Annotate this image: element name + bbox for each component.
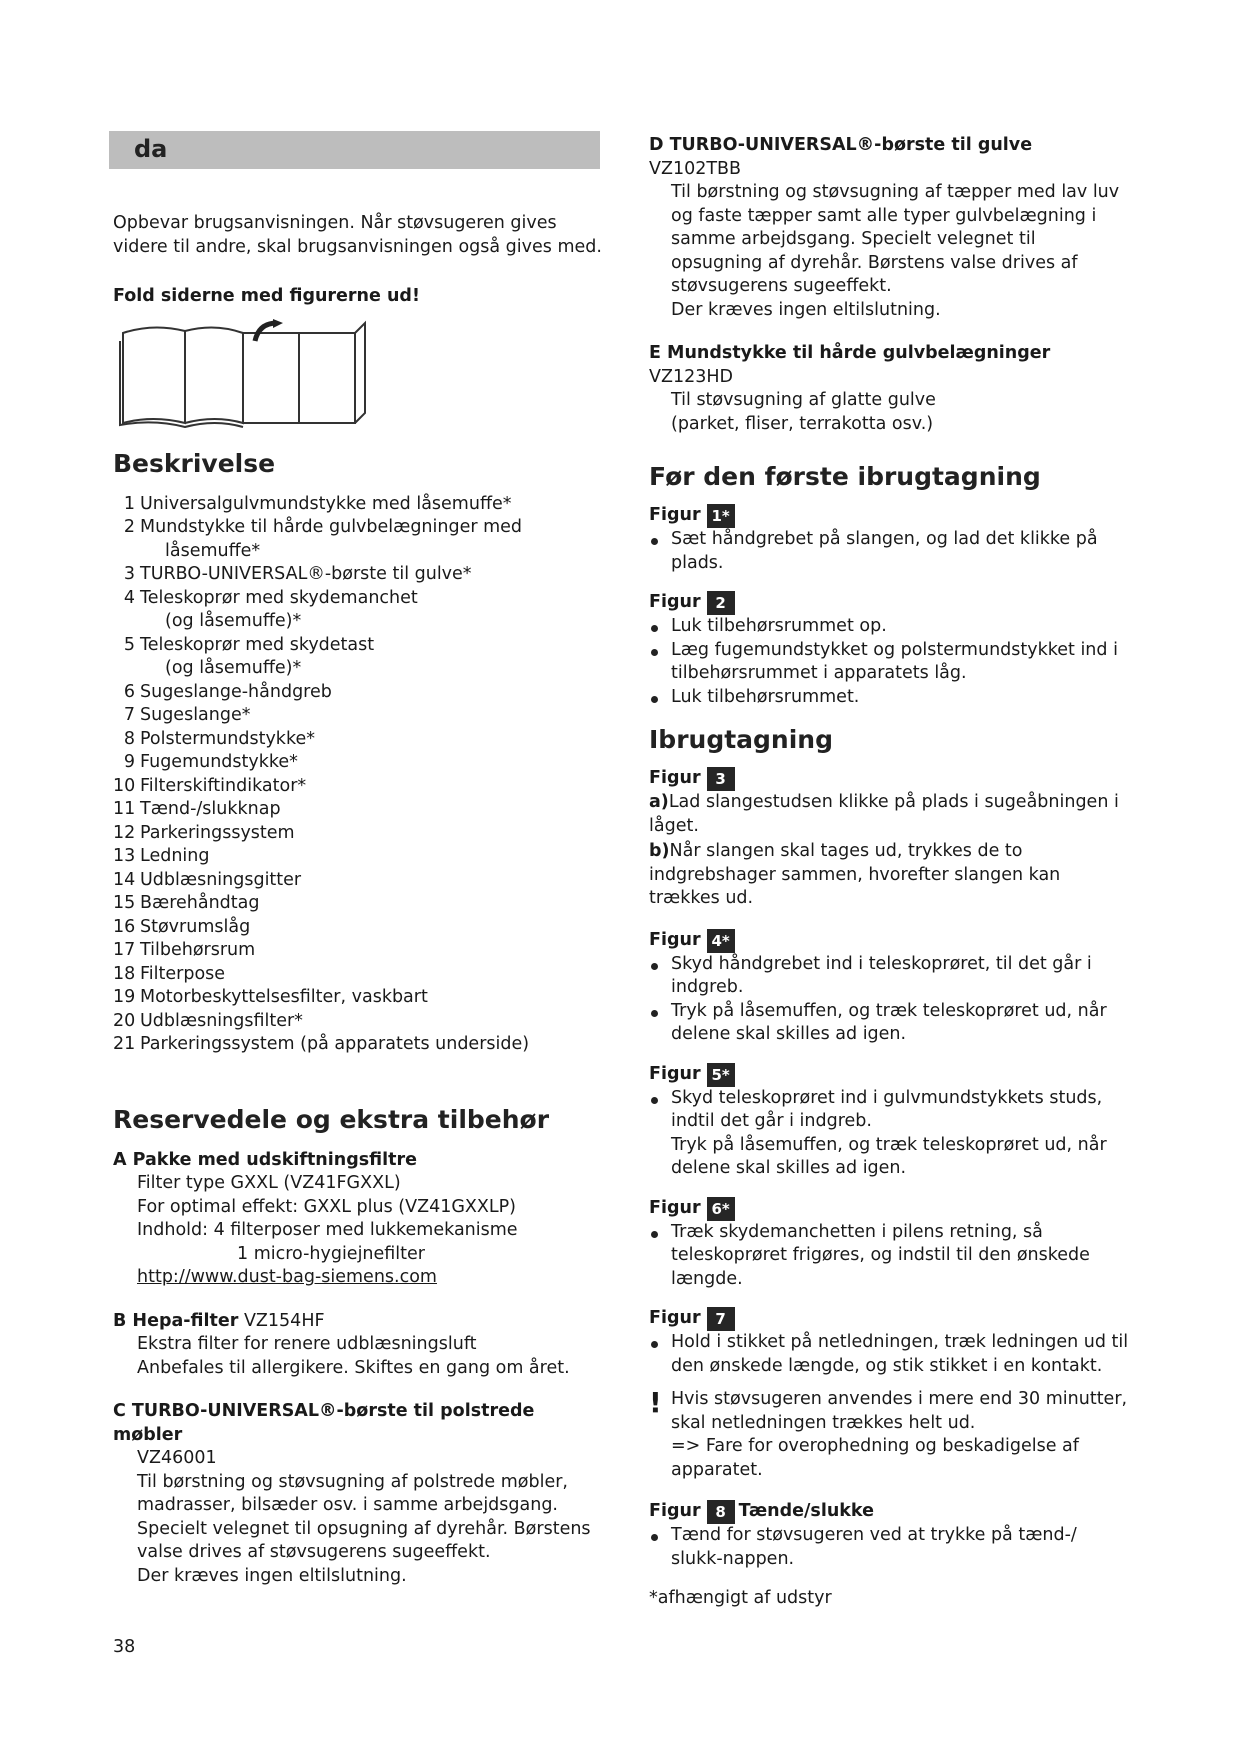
before-first-use-heading: Før den første ibrugtagning — [649, 462, 1041, 491]
figure-7-label: Figur 7 — [649, 1307, 1129, 1331]
figure-2-label: Figur 2 — [649, 591, 1129, 615]
list-item: 5 Teleskoprør med skydetast (og låsemuffe)* — [123, 634, 375, 678]
figure-7-steps — [649, 1331, 1129, 1378]
list-item: 20 Udblæsningsfilter* — [113, 1010, 303, 1031]
figure-8-title: Tænde/slukke — [738, 1501, 874, 1522]
figure-2-steps — [649, 615, 1129, 709]
list-item: 7 Sugeslange* — [123, 705, 251, 725]
accessory-e-line: Til støvsugning af glatte gulve — [671, 390, 936, 410]
figure-number-badge: 1* — [707, 504, 735, 528]
left-column — [113, 212, 603, 1608]
accessory-c-title: C TURBO-UNIVERSAL®-børste til polstrede møbler — [113, 1401, 535, 1445]
figure-8-steps — [649, 1524, 1129, 1571]
dust-bag-link[interactable]: http://www.dust-bag-siemens.com — [137, 1267, 437, 1287]
fold-out-pages-icon — [117, 319, 397, 431]
figure-4-steps — [649, 953, 1129, 1047]
figure-number-badge: 7 — [707, 1307, 735, 1331]
accessory-d-line: Der kræves ingen eltilslutning. — [671, 299, 941, 320]
figure-1-label: Figur 1* — [649, 504, 1129, 528]
figure-number-badge: 5* — [707, 1063, 735, 1087]
accessory-a — [113, 1149, 603, 1290]
list-item: Hold i stikket på netledningen, træk ledningen ud til den ønskede længde, og stik stikket i en kontakt. — [649, 1331, 1129, 1378]
warning-consequence: => Fare for overophedning og beskadigelse af apparatet. — [671, 1436, 1079, 1480]
list-item: 6 Sugeslange-håndgreb — [123, 681, 332, 702]
accessory-b-line: Ekstra filter for renere udblæsningsluft — [137, 1334, 477, 1354]
accessory-c-line: Specielt velegnet til opsugning af dyrehår. Børstens valse drives af støvsugerens sugeeffekt. — [137, 1518, 591, 1562]
list-item: Luk tilbehørsrummet op. — [649, 615, 1129, 639]
figure-8-label: Figur 8 Tænde/slukke — [649, 1500, 1129, 1524]
accessory-b-code: VZ154HF — [238, 1310, 325, 1331]
accessory-e-code: VZ123HD — [649, 366, 733, 387]
figure-4-label: Figur 4* — [649, 929, 1129, 953]
list-item: 9 Fugemundstykke* — [123, 752, 298, 772]
figure-1-steps — [649, 528, 1129, 575]
accessory-c-line: Der kræves ingen eltilslutning. — [137, 1565, 407, 1586]
figure-number-badge: 8 — [707, 1500, 735, 1524]
intro-text: Opbevar brugsanvisningen. Når støvsugeren gives videre til andre, skal brugsanvisningen også gives med. — [113, 213, 602, 257]
list-item: 8 Polstermundstykke* — [123, 728, 315, 749]
list-item: Træk skydemanchetten i pilens retning, så teleskoprøret frigøres, og indstil til den ønskede længde. — [649, 1221, 1129, 1292]
fold-instruction: Fold siderne med figurerne ud! — [113, 286, 420, 306]
figure-6-label: Figur 6* — [649, 1197, 1129, 1221]
accessory-b — [113, 1310, 603, 1381]
figure-number-badge: 2 — [707, 591, 735, 615]
description-heading: Beskrivelse — [113, 448, 276, 478]
accessory-e-line: (parket, fliser, terrakotta osv.) — [671, 413, 934, 434]
list-item: 16 Støvrumslåg — [113, 916, 251, 937]
list-item: Tryk på låsemuffen, og træk teleskoprøret ud, når delene skal skilles ad igen. — [649, 1000, 1129, 1047]
list-item: Tænd for støvsugeren ved at trykke på tænd-/ slukk-nappen. — [649, 1524, 1129, 1571]
accessory-b-title: B Hepa-filter — [113, 1310, 239, 1331]
accessory-d-line: Til børstning og støvsugning af tæpper med lav luv og faste tæpper samt alle typer gulvbelægning i samme arbejdsgang. Specielt velegnet til opsugning af dyrehår. Børstens valse drives af støvsugerens sugeeffekt. — [671, 182, 1120, 296]
figure-number-badge: 6* — [707, 1197, 735, 1221]
spare-parts-heading: Reservedele og ekstra tilbehør — [113, 1104, 550, 1134]
right-column — [649, 134, 1129, 1611]
list-item: 15 Bærehåndtag — [113, 893, 260, 913]
list-item: 14 Udblæsningsgitter — [113, 869, 302, 890]
accessory-a-line: Filter type GXXL (VZ41FGXXL) — [137, 1173, 401, 1193]
footnote: *afhængigt af udstyr — [649, 1588, 832, 1608]
figure-3-step-a: a)Lad slangestudsen klikke på plads i sugeåbningen i låget. — [649, 792, 1119, 836]
accessory-b-line: Anbefales til allergikere. Skiftes en gang om året. — [137, 1357, 570, 1378]
accessory-a-title: A Pakke med udskiftningsfiltre — [113, 1149, 418, 1170]
list-item: 4 Teleskoprør med skydemanchet (og låsemuffe)* — [123, 587, 418, 631]
list-item: Sæt håndgrebet på slangen, og lad det klikke på plads. — [649, 528, 1129, 575]
list-item: Luk tilbehørsrummet. — [649, 686, 1129, 710]
language-bar — [109, 131, 600, 169]
figure-number-badge: 3 — [707, 767, 735, 791]
list-item: Læg fugemundstykket og polstermundstykket ind i tilbehørsrummet i apparatets låg. — [649, 639, 1129, 686]
accessory-c — [113, 1400, 603, 1588]
accessory-e-title: E Mundstykke til hårde gulvbelægninger — [649, 343, 1051, 363]
accessory-a-line: Indhold: 4 filterposer med lukkemekanisme — [137, 1220, 518, 1240]
list-item: 10 Filterskiftindikator* — [113, 775, 307, 796]
accessory-a-line: For optimal effekt: GXXL plus (VZ41GXXLP) — [137, 1196, 517, 1217]
usage-heading: Ibrugtagning — [649, 725, 833, 754]
list-item: 2 Mundstykke til hårde gulvbelægninger med låsemuffe* — [123, 517, 523, 561]
figure-number-badge: 4* — [707, 929, 735, 953]
list-item: 11 Tænd-/slukknap — [113, 799, 281, 819]
accessory-c-code: VZ46001 — [137, 1448, 217, 1468]
list-item: 19 Motorbeskyttelsesfilter, vaskbart — [113, 987, 428, 1007]
accessory-c-line: Til børstning og støvsugning af polstrede møbler, madrasser, bilsæder osv. i samme arbejdsgang. — [137, 1471, 568, 1515]
figure-5-note: Tryk på låsemuffen, og træk teleskoprøret ud, når delene skal skilles ad igen. — [671, 1134, 1107, 1178]
language-code: da — [134, 135, 168, 163]
list-item: 18 Filterpose — [113, 963, 226, 984]
list-item: 12 Parkeringssystem — [113, 822, 295, 843]
accessory-a-line: 1 micro-hygiejnefilter — [237, 1243, 425, 1264]
list-item: 1 Universalgulvmundstykke med låsemuffe* — [123, 493, 512, 514]
figure-6-steps — [649, 1221, 1129, 1292]
list-item: 17 Tilbehørsrum — [113, 940, 256, 960]
warning-text: Hvis støvsugeren anvendes i mere end 30 minutter, skal netledningen trækkes helt ud. — [671, 1389, 1128, 1433]
list-item: 13 Ledning — [113, 846, 210, 866]
accessory-d-title: D TURBO-UNIVERSAL®-børste til gulve — [649, 135, 1033, 155]
list-item: 21 Parkeringssystem (på apparatets underside) — [113, 1034, 530, 1054]
figure-5-label: Figur 5* — [649, 1063, 1129, 1087]
page-number: 38 — [113, 1637, 136, 1657]
figure-3-step-b: b)Når slangen skal tages ud, trykkes de to indgrebshager sammen, hvorefter slangen kan trækkes ud. — [649, 841, 1061, 908]
accessory-e — [649, 342, 1129, 436]
figure-5-steps — [649, 1087, 1129, 1134]
list-item: Skyd håndgrebet ind i teleskoprøret, til det går i indgreb. — [649, 953, 1129, 1000]
warning-note — [649, 1388, 1129, 1482]
accessory-d — [649, 134, 1129, 322]
warning-icon: ! — [649, 1386, 662, 1419]
description-list — [113, 493, 603, 1057]
accessory-d-code: VZ102TBB — [649, 158, 742, 179]
list-item: Skyd teleskoprøret ind i gulvmundstykkets studs, indtil det går i indgreb. — [649, 1087, 1129, 1134]
list-item: 3 TURBO-UNIVERSAL®-børste til gulve* — [123, 564, 472, 584]
figure-3-label: Figur 3 — [649, 767, 1129, 791]
